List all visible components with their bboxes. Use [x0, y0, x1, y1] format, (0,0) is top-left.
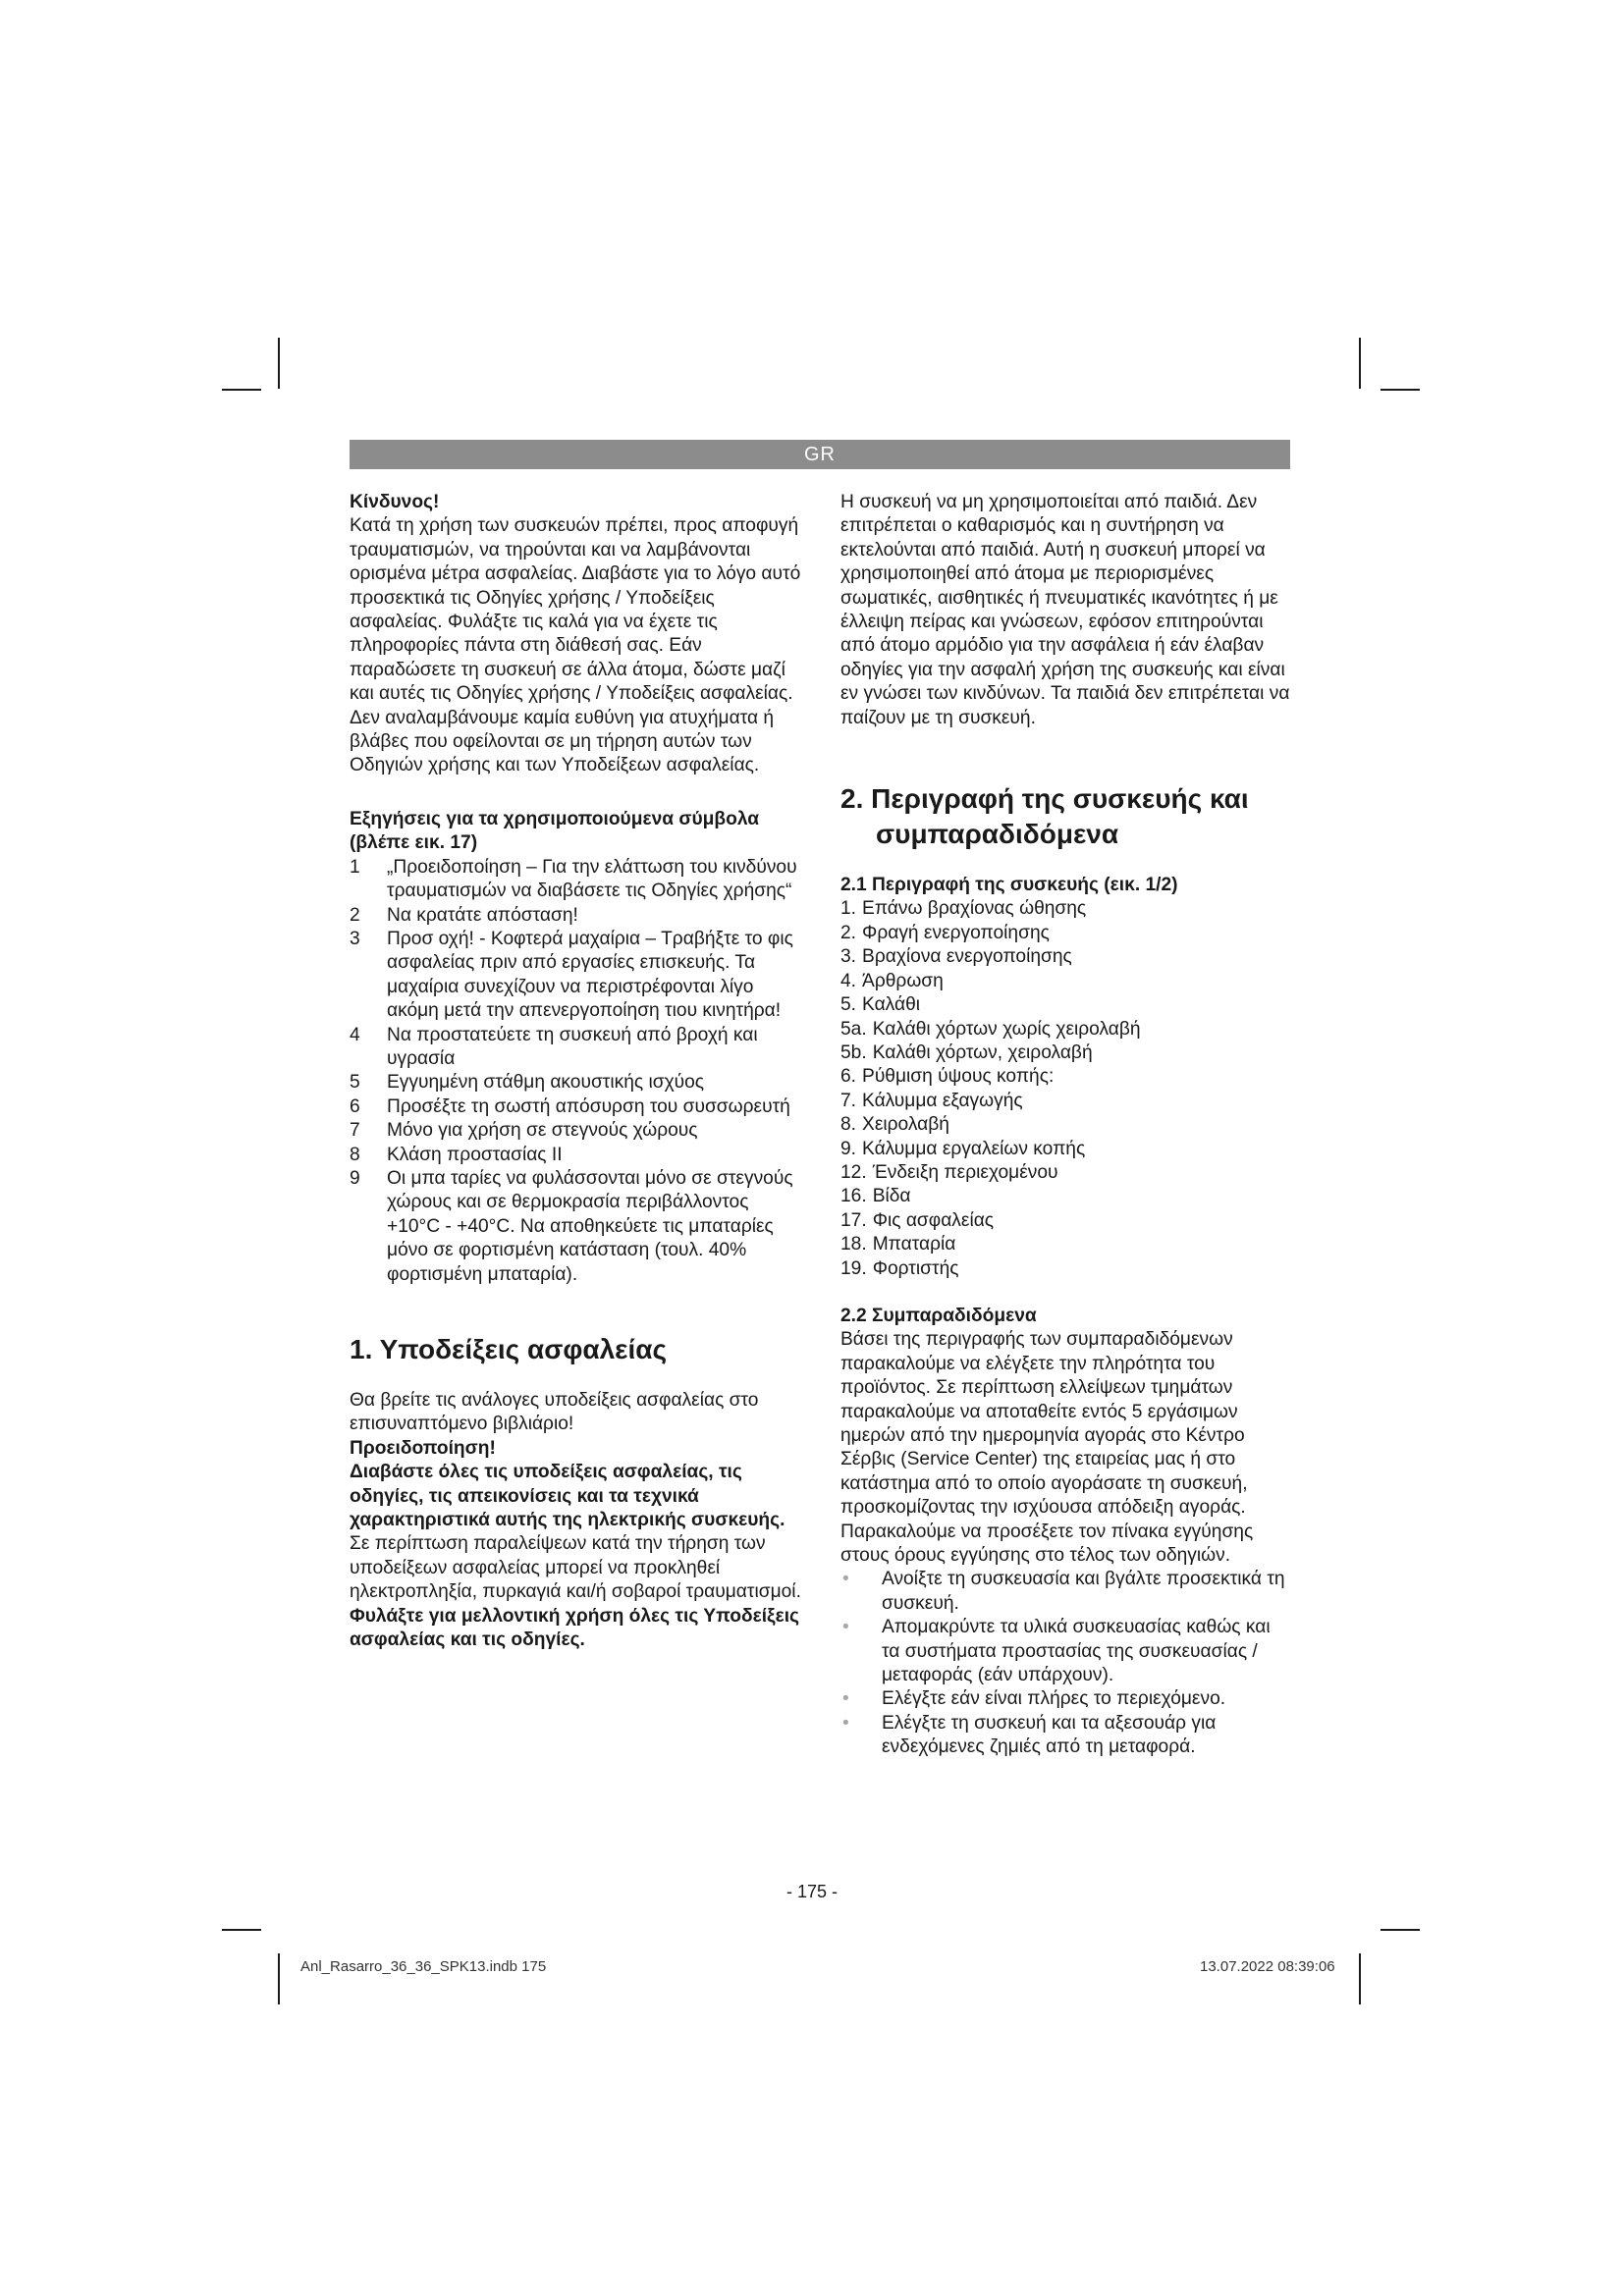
list-item-number: 1 — [350, 856, 360, 878]
list-item — [350, 904, 805, 928]
section-2-title-line-2: συμπαραδιδόμενα — [876, 819, 1119, 850]
list-item — [840, 1257, 1290, 1281]
symbols-list — [350, 856, 805, 1287]
list-item-number: 12. — [840, 1161, 867, 1183]
list-item-number: 6. — [840, 1066, 857, 1088]
list-item-number: 19. — [840, 1257, 867, 1279]
list-item-number: 16. — [840, 1186, 867, 1207]
list-item-text: Ρύθμιση ύψους κοπής: — [862, 1066, 1055, 1088]
list-item-text: Οι μπα ταρίες να φυλάσσονται μόνο σε στεγνούς χώρους και σε θερμοκρασία περιβάλλοντος +10°C - +40°C. Να αποθηκεύετε τις μπαταρίες μόνο σε φορτισμένη κατάσταση (τουλ. 40% φορτισμένη μπαταρία). — [387, 1167, 793, 1285]
page-number: - 175 - — [785, 1882, 839, 1901]
list-item-text: Φορτιστής — [872, 1257, 959, 1279]
danger-title: Κίνδυνος! — [350, 492, 440, 512]
list-item-text: Κάλυμμα εξαγωγής — [862, 1090, 1023, 1111]
warning-bold-text: Διαβάστε όλες τις υποδείξεις ασφαλείας, τις οδηγίες, τις απεικονίσεις και τα τεχνικά χαρακτηριστικά αυτής της ηλεκτρικής συσκευής. — [350, 1462, 785, 1531]
list-item-text: Εγγυημένη στάθμη ακουστικής ισχύος — [387, 1072, 705, 1094]
list-item — [840, 1233, 1290, 1256]
list-item — [840, 1090, 1290, 1113]
list-item — [350, 1144, 805, 1167]
list-item — [350, 1071, 805, 1095]
keep-instructions-note: Φυλάξτε για μελλοντική χρήση όλες τις Υποδείξεις ασφαλείας και τις οδηγίες. — [350, 1605, 799, 1651]
list-item-number: 9 — [350, 1167, 360, 1189]
checklist-item-text: Ελέγξτε εάν είναι πλήρες το περιεχόμενο. — [882, 1688, 1226, 1710]
bullet-icon: • — [842, 1688, 849, 1710]
list-item-number: 1. — [840, 898, 857, 920]
list-item — [350, 928, 805, 1024]
language-header-bar — [350, 440, 1290, 469]
crop-mark — [278, 338, 280, 389]
list-item-number: 8. — [840, 1114, 857, 1136]
crop-mark — [1359, 1953, 1361, 2004]
list-item-text: Βίδα — [872, 1186, 911, 1207]
list-item — [840, 993, 1290, 1017]
list-item-text: Προσέξτε τη σωστή απόσυρση του συσσωρευτή — [387, 1095, 790, 1117]
list-item-number: 2 — [350, 904, 360, 926]
list-item — [840, 1018, 1290, 1041]
list-item-text: Φις ασφαλείας — [872, 1209, 995, 1231]
warning-paragraph — [350, 1461, 805, 1604]
bullet-icon: • — [842, 1712, 849, 1734]
list-item-number: 17. — [840, 1209, 867, 1231]
list-item-text: Χειρολαβή — [862, 1114, 949, 1136]
crop-mark — [1380, 389, 1420, 391]
footer-file-name: Anl_Rasarro_36_36_SPK13.indb 175 — [300, 1958, 547, 1975]
crop-mark — [1359, 338, 1361, 389]
list-item-number: 4. — [840, 970, 857, 991]
warning-label: Προειδοποίηση! — [350, 1437, 496, 1459]
list-item-text: Καλάθι χόρτων χωρίς χειρολαβή — [872, 1018, 1141, 1040]
checklist-item-text: Ανοίξτε τη συσκευασία και βγάλτε προσεκτικά τη συσκευή. — [882, 1569, 1285, 1614]
right-column — [840, 491, 1290, 1760]
checklist-item — [840, 1712, 1290, 1760]
list-item — [840, 1065, 1290, 1089]
list-item-number: 7 — [350, 1120, 360, 1142]
list-item-text: Να κρατάτε απόσταση! — [387, 904, 578, 926]
list-item — [840, 1138, 1290, 1161]
checklist-item-text: Ελέγξτε τη συσκευή και τα αξεσουάρ για ενδεχόμενες ζημιές από τη μεταφορά. — [882, 1712, 1217, 1758]
list-item-number: 18. — [840, 1234, 867, 1255]
list-item-number: 8 — [350, 1144, 360, 1165]
left-column — [350, 491, 805, 1652]
section-1-intro: Θα βρείτε τις ανάλογες υποδείξεις ασφαλείας στο επισυναπτόμενο βιβλιάριο! — [350, 1390, 759, 1435]
crop-mark — [222, 1929, 261, 1931]
list-item-text: Μπαταρία — [872, 1234, 956, 1255]
list-item-text: Κάλυμμα εργαλείων κοπής — [862, 1138, 1086, 1159]
list-item — [350, 1167, 805, 1287]
list-item-text: „Προειδοποίηση – Για την ελάττωση του κινδύνου τραυματισμών να διαβάσετε τις Οδηγίες χρήσης“ — [387, 856, 797, 902]
list-item-number: 5b. — [840, 1041, 867, 1063]
warning-text: Σε περίπτωση παραλείψεων κατά την τήρηση των υποδείξεων ασφαλείας μπορεί να προκληθεί ηλεκτροπληξία, πυρκαγιά και/ή σοβαροί τραυματισμοί. — [350, 1533, 801, 1603]
list-item — [840, 897, 1290, 921]
bullet-icon: • — [842, 1569, 849, 1590]
checklist-item-text: Απομακρύντε τα υλικά συσκευασίας καθώς και τα συστήματα προστασίας της συσκευασίας / μεταφοράς (εάν υπάρχουν). — [882, 1617, 1271, 1686]
list-item-text: Κλάση προστασίας II — [387, 1144, 563, 1165]
language-code: GR — [804, 444, 836, 465]
children-text: Η συσκευή να μη χρησιμοποιείται από παιδιά. Δεν επιτρέπεται ο καθαρισμός και η συντήρηση να εκτελούνται από παιδιά. Αυτή η συσκευή μπορεί να χρησιμοποιηθεί από άτομα με περιορισμένες σωματικές, αισθητικές ή πνευματικές ικανότητες ή με έλλειψη πείρας και γνώσεων, εφόσον επιτηρούνται από άτομο αρμόδιο για την ασφάλεια ή εάν έλαβαν οδηγίες για την ασφαλή χρήση της συσκευής και είναι εν γνώσει των κινδύνων. Τα παιδιά δεν επιτρέπεται να παίζουν με τη συσκευή. — [840, 492, 1290, 728]
list-item-number: 5. — [840, 994, 857, 1016]
list-item-text: Μόνο για χρήση σε στεγνούς χώρους — [387, 1120, 698, 1142]
list-item-text: Καλάθι — [862, 994, 921, 1016]
list-item — [350, 1095, 805, 1119]
list-item-number: 7. — [840, 1090, 857, 1111]
list-item — [350, 856, 805, 904]
list-item — [840, 1041, 1290, 1065]
list-item-number: 5 — [350, 1072, 360, 1094]
crop-mark — [222, 389, 261, 391]
list-item — [840, 970, 1290, 993]
list-item-number: 3. — [840, 946, 857, 968]
list-item — [840, 945, 1290, 969]
section-2-title-line-1: 2. Περιγραφή της συσκευής και — [840, 783, 1249, 815]
list-item — [840, 1209, 1290, 1233]
list-item-text: Επάνω βραχίονας ώθησης — [862, 898, 1087, 920]
danger-text: Κατά τη χρήση των συσκευών πρέπει, προς αποφυγή τραυματισμών, να τηρούνται και να λαμβάνονται ορισμένα μέτρα ασφαλείας. Διαβάστε για το λόγο αυτό προσεκτικά τις Οδηγίες χρήσης / Υποδείξεις ασφαλείας. Φυλάξτε τις καλά για να έχετε τις πληροφορίες πάντα στη διάθεσή σας. Εάν παραδώσετε τη συσκευή σε άλλα άτομα, δώστε μαζί και αυτές τις Οδηγίες χρήσης / Υποδείξεις ασφαλείας. Δεν αναλαμβάνουμε καμία ευθύνη για ατυχήματα ή βλάβες που οφείλονται σε μη τήρηση αυτών των Οδηγιών χρήσης και των Υποδείξεων ασφαλείας. — [350, 515, 801, 776]
list-item-text: Να προστατεύετε τη συσκευή από βροχή και υγρασία — [387, 1024, 758, 1069]
list-item — [350, 1024, 805, 1072]
subsection-2-2-text: Βάσει της περιγραφής των συμπαραδιδόμενων παρακαλούμε να ελέγξετε την πληρότητα του προϊόντος. Σε περίπτωση ελλείψεων τμημάτων παρακαλούμε να αποταθείτε εντός 5 εργάσιμων ημερών από την ημερομηνία αγοράς στο Κέντρο Σέρβις (Service Center) της εταιρείας μας ή στο κατάστημα από το οποίο αγοράσατε τη συσκευή, προσκομίζοντας την ισχύουσα απόδειξη αγοράς. Παρακαλούμε να προσέξετε τον πίνακα εγγύησης στους όρους εγγύησης στο τέλος των οδηγιών. — [840, 1329, 1254, 1567]
list-item-text: Φραγή ενεργοποίησης — [862, 922, 1050, 943]
section-1-title: 1. Υποδείξεις ασφαλείας — [350, 1334, 668, 1364]
checklist-item — [840, 1687, 1290, 1711]
list-item — [840, 1113, 1290, 1137]
symbols-title: Εξηγήσεις για τα χρησιμοποιούμενα σύμβολα (βλέπε εικ. 17) — [350, 808, 760, 854]
unpacking-checklist — [840, 1568, 1290, 1759]
subsection-2-1-title: 2.1 Περιγραφή της συσκευής (εικ. 1/2) — [840, 875, 1178, 896]
checklist-item — [840, 1616, 1290, 1687]
list-item — [840, 922, 1290, 945]
list-item-text: Άρθρωση — [862, 970, 944, 991]
footer-timestamp: 13.07.2022 08:39:06 — [1200, 1958, 1335, 1975]
crop-mark — [278, 1953, 280, 2004]
list-item-number: 2. — [840, 922, 857, 943]
list-item-text: Ένδειξη περιεχομένου — [872, 1161, 1058, 1183]
list-item — [350, 1119, 805, 1143]
list-item — [840, 1161, 1290, 1185]
subsection-2-2-title: 2.2 Συμπαραδιδόμενα — [840, 1305, 1037, 1326]
list-item-text: Προσ οχή! - Κοφτερά μαχαίρια – Τραβήξτε το φις ασφαλείας πριν από εργασίες επισκευής. Τα μαχαίρια συνεχίζουν να περιστρέφονται λίγο ακόμη μετά την απενεργοποίηση τιου κινητήρα! — [387, 928, 793, 1022]
list-item-number: 6 — [350, 1095, 360, 1117]
bullet-icon: • — [842, 1617, 849, 1638]
section-2-title — [840, 781, 1290, 852]
list-item-number: 5a. — [840, 1018, 867, 1040]
list-item-text: Βραχίονα ενεργοποίησης — [862, 946, 1072, 968]
list-item-number: 4 — [350, 1024, 360, 1045]
checklist-item — [840, 1568, 1290, 1616]
list-item-text: Καλάθι χόρτων, χειρολαβή — [872, 1041, 1093, 1063]
list-item-number: 9. — [840, 1138, 857, 1159]
parts-list — [840, 897, 1290, 1281]
list-item — [840, 1185, 1290, 1208]
crop-mark — [1380, 1929, 1420, 1931]
list-item-number: 3 — [350, 928, 360, 949]
